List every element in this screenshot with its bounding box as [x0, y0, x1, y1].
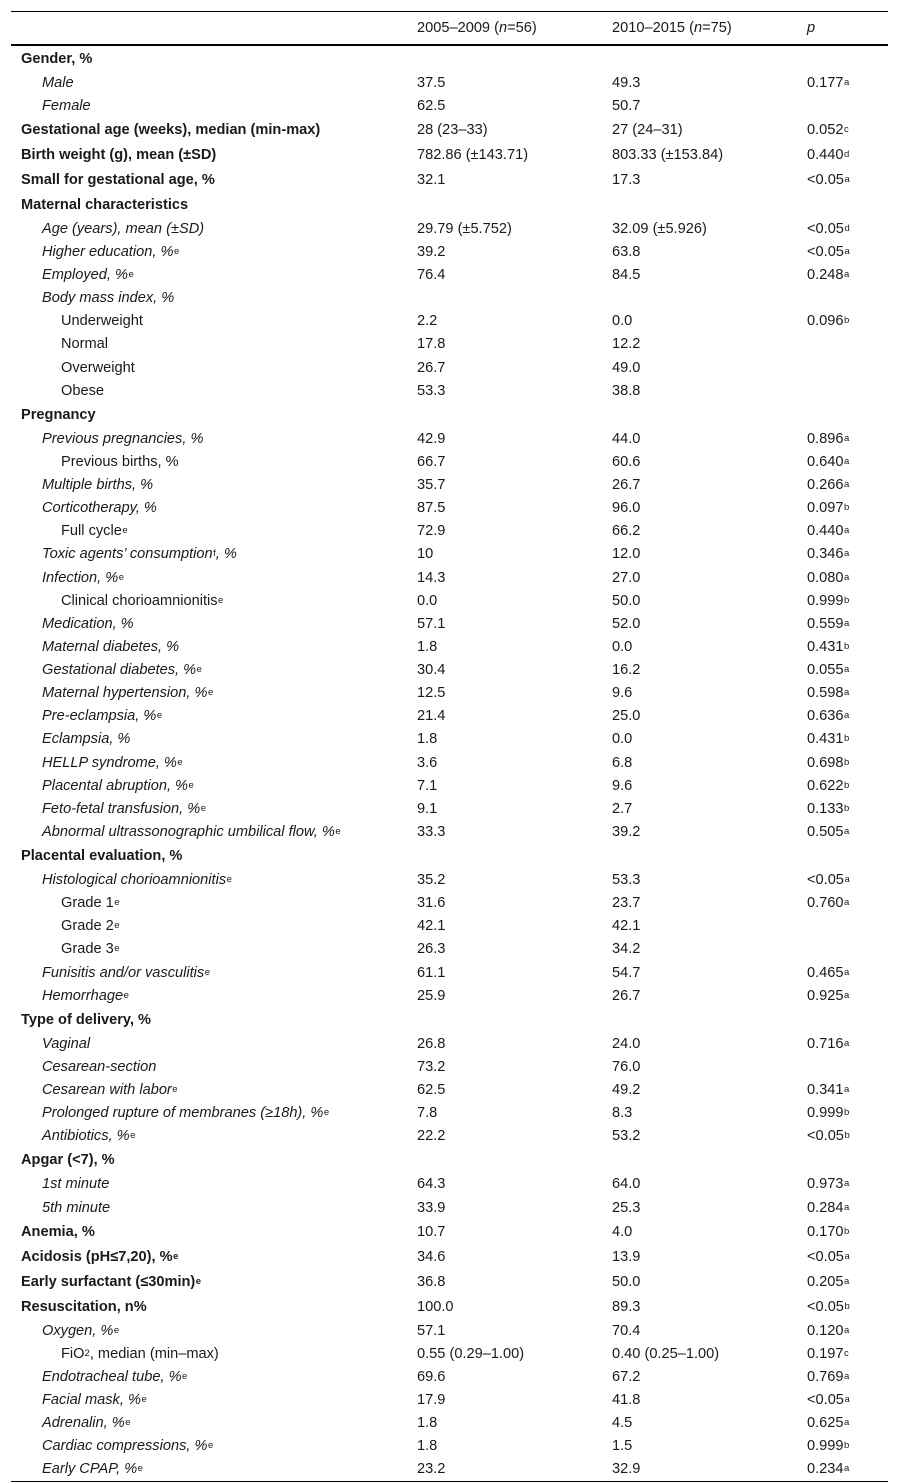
value-2010-2015: 50.0	[612, 1273, 641, 1290]
row-label: Resuscitation, n%	[21, 1298, 147, 1315]
table-row	[11, 820, 888, 843]
table-row	[11, 240, 888, 263]
value-2010-2015: 0.0	[612, 731, 633, 748]
table-row	[11, 1196, 888, 1219]
row-label: Higher education, % e	[42, 243, 180, 260]
row-label: Cesarean with labor e	[42, 1082, 178, 1099]
value-2010-2015: 53.3	[612, 872, 641, 889]
p-value: 0.431 b	[807, 731, 850, 748]
value-2005-2009: 62.5	[417, 1082, 446, 1099]
value-2010-2015: 76.0	[612, 1058, 641, 1075]
value-2010-2015: 8.3	[612, 1105, 633, 1122]
p-value: 0.896 a	[807, 430, 850, 447]
value-2010-2015: 66.2	[612, 523, 641, 540]
row-label: Early surfactant (≤30min) e	[21, 1273, 202, 1290]
p-value: <0.05 b	[807, 1128, 850, 1145]
row-label: Prolonged rupture of membranes (≥18h), % e	[42, 1105, 330, 1122]
row-label: Multiple births, %	[42, 477, 154, 494]
table-row	[11, 844, 888, 869]
value-2010-2015: 25.0	[612, 708, 641, 725]
p-value: 0.431 b	[807, 638, 850, 655]
p-value: 0.170 b	[807, 1223, 850, 1240]
row-label: Eclampsia, %	[42, 731, 131, 748]
value-2005-2009: 87.5	[417, 500, 446, 517]
p-value: 0.973 a	[807, 1176, 850, 1193]
p-value: <0.05 a	[807, 171, 850, 188]
table-row	[11, 984, 888, 1007]
row-label: Type of delivery, %	[21, 1011, 152, 1028]
value-2005-2009: 35.7	[417, 477, 446, 494]
value-2010-2015: 60.6	[612, 453, 641, 470]
row-label: Pregnancy	[21, 406, 96, 423]
value-2010-2015: 32.9	[612, 1461, 641, 1478]
value-2010-2015: 42.1	[612, 918, 641, 935]
p-value: 0.284 a	[807, 1199, 850, 1216]
value-2005-2009: 57.1	[417, 615, 446, 632]
table-row	[11, 333, 888, 356]
row-label: Clinical chorioamnionitis e	[61, 592, 224, 609]
p-value: 0.440 a	[807, 523, 850, 540]
table-row	[11, 192, 888, 217]
table-row	[11, 402, 888, 427]
value-2005-2009: 3.6	[417, 754, 438, 771]
row-label: Cesarean-section	[42, 1058, 157, 1075]
p-value: 0.341 a	[807, 1082, 850, 1099]
row-label: 5th minute	[42, 1199, 111, 1216]
value-2010-2015: 17.3	[612, 171, 641, 188]
table-row	[11, 94, 888, 117]
table-row	[11, 751, 888, 774]
value-2005-2009: 34.6	[417, 1248, 446, 1265]
row-label: Female	[42, 97, 91, 114]
header-period-1: 2005–2009 ( n =56)	[417, 20, 537, 36]
value-2005-2009: 39.2	[417, 243, 446, 260]
table-row	[11, 310, 888, 333]
value-2005-2009: 33.9	[417, 1199, 446, 1216]
p-value: 0.465 a	[807, 964, 850, 981]
value-2005-2009: 1.8	[417, 731, 438, 748]
row-label: Corticotherapy, %	[42, 500, 157, 517]
row-label: Underweight	[61, 313, 143, 330]
value-2010-2015: 64.0	[612, 1176, 641, 1193]
value-2005-2009: 36.8	[417, 1273, 446, 1290]
value-2010-2015: 53.2	[612, 1128, 641, 1145]
table-row	[11, 1102, 888, 1125]
p-value: 0.640 a	[807, 453, 850, 470]
value-2005-2009: 69.6	[417, 1368, 446, 1385]
table-row	[11, 682, 888, 705]
row-label: Placental abruption, % e	[42, 777, 194, 794]
value-2010-2015: 38.8	[612, 382, 641, 399]
table-row	[11, 427, 888, 450]
p-value: 0.248 a	[807, 267, 850, 284]
value-2005-2009: 30.4	[417, 662, 446, 679]
value-2005-2009: 53.3	[417, 382, 446, 399]
value-2005-2009: 2.2	[417, 313, 438, 330]
p-value: 0.625 a	[807, 1415, 850, 1432]
value-2005-2009: 0.55 (0.29–1.00)	[417, 1345, 525, 1362]
p-value: 0.440 d	[807, 146, 850, 163]
value-2010-2015: 39.2	[612, 823, 641, 840]
p-value: 0.055 a	[807, 662, 850, 679]
value-2005-2009: 62.5	[417, 97, 446, 114]
p-value: <0.05 d	[807, 220, 850, 237]
table-header	[11, 12, 888, 46]
table-row	[11, 728, 888, 751]
row-label: Body mass index, %	[42, 290, 175, 307]
row-label: Normal	[61, 336, 109, 353]
row-label: Abnormal ultrassonographic umbilical flow, % e	[42, 823, 341, 840]
value-2005-2009: 0.0	[417, 592, 438, 609]
value-2010-2015: 63.8	[612, 243, 641, 260]
p-value: 0.505 a	[807, 823, 850, 840]
row-label: Grade 3 e	[61, 941, 120, 958]
value-2010-2015: 0.0	[612, 313, 633, 330]
row-label: FiO 2 , median (min–max)	[61, 1345, 219, 1362]
row-label: Full cycle e	[61, 523, 128, 540]
table-row	[11, 612, 888, 635]
value-2005-2009: 42.9	[417, 430, 446, 447]
table-row	[11, 1007, 888, 1032]
value-2005-2009: 22.2	[417, 1128, 446, 1145]
p-value: 0.999 b	[807, 1438, 850, 1455]
value-2010-2015: 70.4	[612, 1322, 641, 1339]
value-2010-2015: 4.5	[612, 1415, 633, 1432]
value-2005-2009: 100.0	[417, 1298, 454, 1315]
value-2010-2015: 25.3	[612, 1199, 641, 1216]
value-2010-2015: 96.0	[612, 500, 641, 517]
table-row	[11, 1055, 888, 1078]
table-row	[11, 961, 888, 984]
table-row	[11, 167, 888, 192]
value-2010-2015: 49.0	[612, 359, 641, 376]
value-2005-2009: 1.8	[417, 1415, 438, 1432]
value-2010-2015: 34.2	[612, 941, 641, 958]
table-row	[11, 1319, 888, 1342]
table-row	[11, 71, 888, 94]
table-row	[11, 1079, 888, 1102]
row-label: Pre-eclampsia, % e	[42, 708, 163, 725]
value-2005-2009: 64.3	[417, 1176, 446, 1193]
table-row	[11, 217, 888, 240]
value-2005-2009: 17.9	[417, 1392, 446, 1409]
row-label: Apgar (<7), %	[21, 1152, 115, 1169]
value-2005-2009: 57.1	[417, 1322, 446, 1339]
row-label: Small for gestational age, %	[21, 171, 215, 188]
p-value: 0.133 b	[807, 800, 850, 817]
row-label: Grade 2 e	[61, 918, 120, 935]
table-row	[11, 1342, 888, 1365]
table-row	[11, 117, 888, 142]
table-row	[11, 869, 888, 892]
p-value: 0.598 a	[807, 685, 850, 702]
table-row	[11, 264, 888, 287]
table-row	[11, 635, 888, 658]
row-label: Toxic agents’ consumption f , %	[42, 546, 237, 563]
value-2010-2015: 1.5	[612, 1438, 633, 1455]
table-row	[11, 1032, 888, 1055]
p-value: 0.177 a	[807, 74, 850, 91]
table-row	[11, 1365, 888, 1388]
table-row	[11, 497, 888, 520]
value-2010-2015: 4.0	[612, 1223, 633, 1240]
row-label: Overweight	[61, 359, 135, 376]
value-2005-2009: 72.9	[417, 523, 446, 540]
p-value: 0.760 a	[807, 895, 850, 912]
value-2010-2015: 26.7	[612, 477, 641, 494]
table-row	[11, 774, 888, 797]
p-value: 0.346 a	[807, 546, 850, 563]
row-label: Anemia, %	[21, 1223, 95, 1240]
row-label: Birth weight (g), mean (±SD)	[21, 146, 217, 163]
value-2010-2015: 24.0	[612, 1035, 641, 1052]
table-body	[11, 46, 888, 1481]
row-label: Maternal diabetes, %	[42, 638, 180, 655]
value-2005-2009: 26.7	[417, 359, 446, 376]
header-p-value: p	[807, 20, 816, 36]
data-table	[11, 11, 888, 1482]
value-2010-2015: 9.6	[612, 777, 633, 794]
table-row	[11, 1173, 888, 1196]
value-2005-2009: 66.7	[417, 453, 446, 470]
table-row	[11, 450, 888, 473]
value-2005-2009: 21.4	[417, 708, 446, 725]
value-2010-2015: 27 (24–31)	[612, 121, 683, 138]
p-value: <0.05 b	[807, 1298, 850, 1315]
value-2010-2015: 12.2	[612, 336, 641, 353]
p-value: 0.698 b	[807, 754, 850, 771]
row-label: Histological chorioamnionitis e	[42, 872, 232, 889]
table-row	[11, 1244, 888, 1269]
row-label: Employed, % e	[42, 267, 134, 284]
value-2005-2009: 7.8	[417, 1105, 438, 1122]
row-label: Gestational diabetes, % e	[42, 662, 202, 679]
row-label: Adrenalin, % e	[42, 1415, 131, 1432]
table-row	[11, 1125, 888, 1148]
table-row	[11, 566, 888, 589]
table-row	[11, 1219, 888, 1244]
table-row	[11, 142, 888, 167]
p-value: 0.999 b	[807, 592, 850, 609]
value-2005-2009: 26.3	[417, 941, 446, 958]
p-value: 0.716 a	[807, 1035, 850, 1052]
value-2010-2015: 89.3	[612, 1298, 641, 1315]
p-value: <0.05 a	[807, 1392, 850, 1409]
row-label: Early CPAP, % e	[42, 1461, 143, 1478]
row-label: 1st minute	[42, 1176, 110, 1193]
table-row	[11, 938, 888, 961]
value-2010-2015: 41.8	[612, 1392, 641, 1409]
p-value: <0.05 a	[807, 243, 850, 260]
row-label: Infection, % e	[42, 569, 125, 586]
row-label: Hemorrhage e	[42, 987, 129, 1004]
p-value: <0.05 a	[807, 872, 850, 889]
p-value: 0.769 a	[807, 1368, 850, 1385]
table-row	[11, 379, 888, 402]
value-2010-2015: 84.5	[612, 267, 641, 284]
value-2010-2015: 0.40 (0.25–1.00)	[612, 1345, 720, 1362]
row-label: Previous pregnancies, %	[42, 430, 204, 447]
row-label: Obese	[61, 382, 104, 399]
p-value: 0.097 b	[807, 500, 850, 517]
value-2010-2015: 50.7	[612, 97, 641, 114]
table-row	[11, 915, 888, 938]
value-2005-2009: 9.1	[417, 800, 438, 817]
value-2005-2009: 1.8	[417, 638, 438, 655]
value-2005-2009: 23.2	[417, 1461, 446, 1478]
p-value: 0.266 a	[807, 477, 850, 494]
p-value: 0.559 a	[807, 615, 850, 632]
table-row	[11, 46, 888, 71]
value-2005-2009: 25.9	[417, 987, 446, 1004]
table-row	[11, 1435, 888, 1458]
value-2010-2015: 49.3	[612, 74, 641, 91]
table-row	[11, 1294, 888, 1319]
value-2010-2015: 803.33 (±153.84)	[612, 146, 724, 163]
row-label: Funisitis and/or vasculitis e	[42, 964, 211, 981]
row-label: Age (years), mean (±SD)	[42, 220, 205, 237]
p-value: 0.052 c	[807, 121, 849, 138]
p-value: 0.622 b	[807, 777, 850, 794]
value-2005-2009: 32.1	[417, 171, 446, 188]
row-label: Facial mask, % e	[42, 1392, 147, 1409]
row-label: Male	[42, 74, 74, 91]
value-2010-2015: 44.0	[612, 430, 641, 447]
p-value: 0.234 a	[807, 1461, 850, 1478]
table-row	[11, 543, 888, 566]
p-value: 0.080 a	[807, 569, 850, 586]
table-row	[11, 659, 888, 682]
row-label: Maternal characteristics	[21, 196, 189, 213]
value-2010-2015: 9.6	[612, 685, 633, 702]
value-2005-2009: 7.1	[417, 777, 438, 794]
value-2010-2015: 52.0	[612, 615, 641, 632]
row-label: Gender, %	[21, 50, 93, 67]
value-2005-2009: 12.5	[417, 685, 446, 702]
value-2010-2015: 12.0	[612, 546, 641, 563]
table-row	[11, 589, 888, 612]
row-label: Placental evaluation, %	[21, 848, 183, 864]
value-2010-2015: 2.7	[612, 800, 633, 817]
table-row	[11, 892, 888, 915]
value-2005-2009: 782.86 (±143.71)	[417, 146, 529, 163]
row-label: Acidosis (pH≤7,20), % e	[21, 1248, 179, 1265]
value-2005-2009: 29.79 (±5.752)	[417, 220, 512, 237]
value-2005-2009: 42.1	[417, 918, 446, 935]
table-row	[11, 1412, 888, 1435]
row-label: HELLP syndrome, % e	[42, 754, 183, 771]
p-value: 0.925 a	[807, 987, 850, 1004]
row-label: Antibiotics, % e	[42, 1128, 136, 1145]
row-label: Maternal hypertension, % e	[42, 685, 214, 702]
value-2010-2015: 26.7	[612, 987, 641, 1004]
value-2005-2009: 33.3	[417, 823, 446, 840]
p-value: 0.205 a	[807, 1273, 850, 1290]
p-value: 0.096 b	[807, 313, 850, 330]
row-label: Feto-fetal transfusion, % e	[42, 800, 206, 817]
table-row	[11, 356, 888, 379]
table-row	[11, 520, 888, 543]
row-label: Previous births, %	[61, 453, 179, 470]
value-2010-2015: 50.0	[612, 592, 641, 609]
table-row	[11, 1389, 888, 1412]
value-2005-2009: 10.7	[417, 1223, 446, 1240]
value-2010-2015: 6.8	[612, 754, 633, 771]
p-value: <0.05 a	[807, 1248, 850, 1265]
row-label: Oxygen, % e	[42, 1322, 120, 1339]
table-row	[11, 1148, 888, 1173]
value-2005-2009: 61.1	[417, 964, 446, 981]
value-2010-2015: 54.7	[612, 964, 641, 981]
table-row	[11, 1269, 888, 1294]
value-2005-2009: 1.8	[417, 1438, 438, 1455]
value-2005-2009: 10	[417, 546, 434, 563]
table-row	[11, 287, 888, 310]
value-2005-2009: 35.2	[417, 872, 446, 889]
table-row	[11, 474, 888, 497]
row-label: Medication, %	[42, 615, 134, 632]
p-value: 0.120 a	[807, 1322, 850, 1339]
value-2005-2009: 28 (23–33)	[417, 121, 488, 138]
value-2010-2015: 0.0	[612, 638, 633, 655]
row-label: Endotracheal tube, % e	[42, 1368, 188, 1385]
value-2005-2009: 37.5	[417, 74, 446, 91]
value-2010-2015: 32.09 (±5.926)	[612, 220, 707, 237]
table-row	[11, 705, 888, 728]
p-value: 0.999 b	[807, 1105, 850, 1122]
row-label: Grade 1 e	[61, 895, 120, 912]
value-2010-2015: 67.2	[612, 1368, 641, 1385]
row-label: Cardiac compressions, % e	[42, 1438, 214, 1455]
value-2005-2009: 17.8	[417, 336, 446, 353]
p-value: 0.197 c	[807, 1345, 849, 1362]
table-row	[11, 1458, 888, 1481]
value-2010-2015: 13.9	[612, 1248, 641, 1265]
value-2010-2015: 23.7	[612, 895, 641, 912]
value-2010-2015: 27.0	[612, 569, 641, 586]
row-label: Gestational age (weeks), median (min-max)	[21, 121, 321, 138]
value-2010-2015: 16.2	[612, 662, 641, 679]
table-row	[11, 797, 888, 820]
value-2005-2009: 14.3	[417, 569, 446, 586]
value-2010-2015: 49.2	[612, 1082, 641, 1099]
value-2005-2009: 26.8	[417, 1035, 446, 1052]
p-value: 0.636 a	[807, 708, 850, 725]
header-period-2: 2010–2015 ( n =75)	[612, 20, 732, 36]
value-2005-2009: 31.6	[417, 895, 446, 912]
value-2005-2009: 73.2	[417, 1058, 446, 1075]
row-label: Vaginal	[42, 1035, 91, 1052]
value-2005-2009: 76.4	[417, 267, 446, 284]
